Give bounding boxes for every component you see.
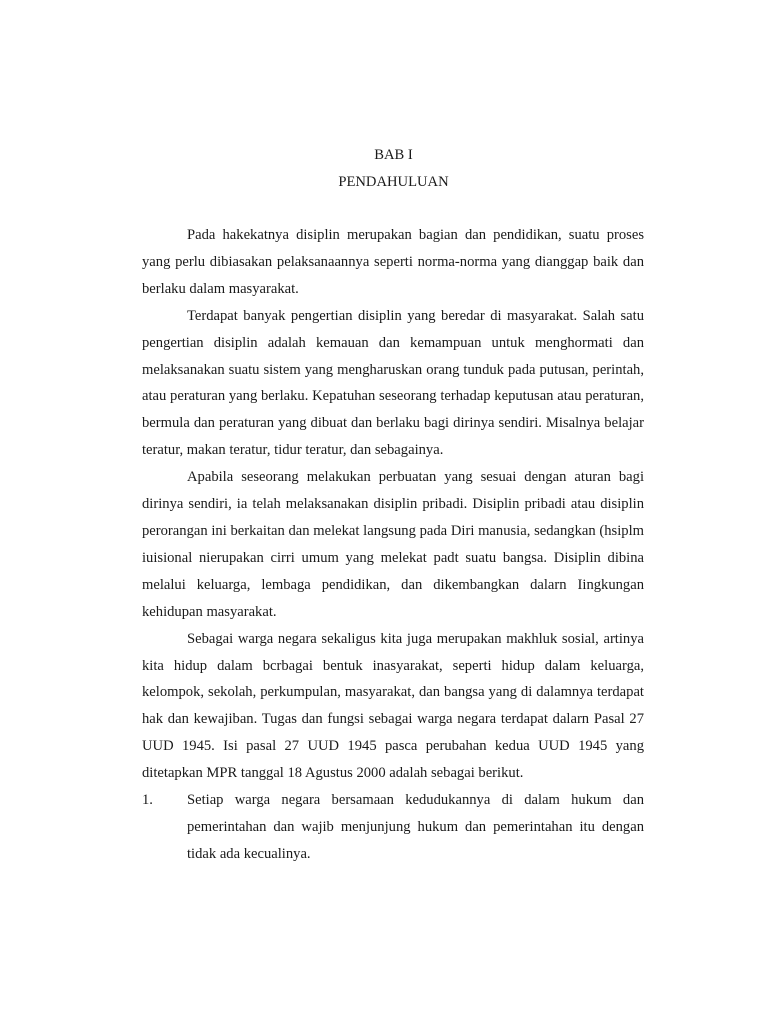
chapter-heading: BAB I <box>374 147 413 163</box>
paragraph: Sebagai warga negara sekaligus kita juga merupakan makhluk sosial, artinya kita hidup dalam bcrbagai bentuk inasyarakat, seperti hidup dalam keluarga, kelompok, sekolah, perkumpulan, masyarakat, dan bangsa yang di dalamnya terdapat hak dan kewajiban. Tugas dan fungsi sebagai warga negara terdapat dalarn Pasal 27 UUD 1945. Isi pasal 27 UUD 1945 pasca perubahan kedua UUD 1945 yang ditetapkan MPR tanggal 18 Agustus 2000 adalah sebagai berikut. <box>142 630 644 782</box>
list-item <box>142 787 644 868</box>
numbered-list <box>142 787 644 868</box>
list-item-number: 1. <box>142 792 153 809</box>
body-text <box>142 222 644 868</box>
paragraph: Terdapat banyak pengertian disiplin yang beredar di masyarakat. Salah satu pengertian disiplin adalah kemauan dan kemampuan untuk menghormati dan melaksanakan suatu sistem yang mengharuskan orang tunduk pada putusan, perintah, atau peraturan yang berlaku. Kepatuhan seseorang terhadap keputusan atau peraturan, bermula dan peraturan yang dibuat dan berlaku bagi dirinya sendiri. Misalnya belajar teratur, makan teratur, tidur teratur, dan sebagainya. <box>142 307 644 459</box>
paragraph: Apabila seseorang melakukan perbuatan yang sesuai dengan aturan bagi dirinya sendiri, ia telah melaksanakan disiplin pribadi. Disiplin pribadi atau disiplin perorangan ini berkaitan dan melekat langsung pada Diri manusia, sedangkan (hsiplm iuisional nierupakan cirri umum yang melekat padt suatu bangsa. Disiplin dibina melalui keluarga, lembaga pendidikan, dan dikembangkan dalarn Iingkungan kehidupan masyarakat. <box>142 469 644 620</box>
paragraph: Pada hakekatnya disiplin merupakan bagian dan pendidikan, suatu proses yang perlu dibiasakan pelaksanaannya seperti norma-norma yang dianggap baik dan berlaku dalam masyarakat. <box>142 227 644 297</box>
section-title: PENDAHULUAN <box>338 174 449 190</box>
list-item-text: Setiap warga negara bersamaan kedudukannya di dalam hukum dan pemerintahan dan wajib menjunjung hukum dan pemerintahan itu dengan tidak ada kecualinya. <box>187 792 644 862</box>
